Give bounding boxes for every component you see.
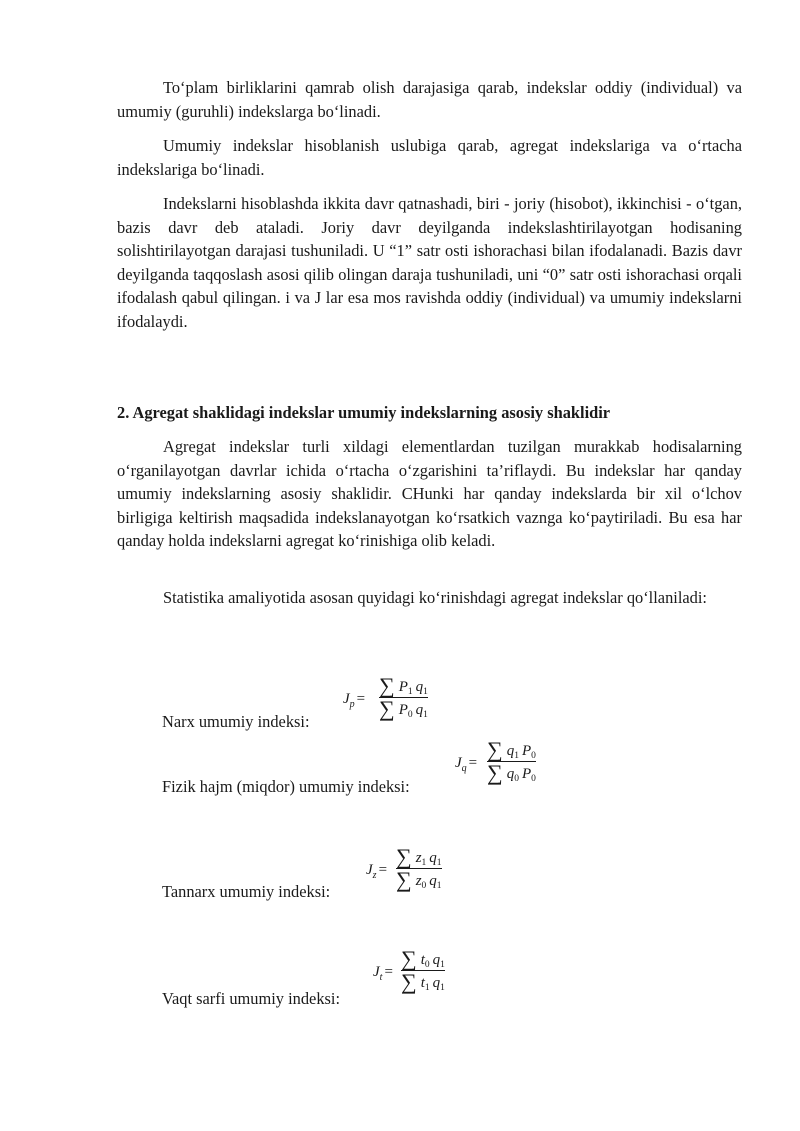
formula-denominator: ∑ $z_0$ $q_1$ — [396, 867, 442, 892]
formula-numerator: ∑ $P_1$ $q_1$ — [379, 673, 428, 698]
formula-fraction — [487, 739, 536, 784]
paragraph-aggregate-indexes: Agregat indekslar turli xildagi elementlardan tuzilgan murakkab hodisalarning o‘rganilayotgan davrlar ichida o‘rtacha o‘zgarishini ta’riflaydi. Bu indekslar har qanday umumiy indekslarning asosiy shaklidir. CHunki har qanday indekslarda bir xil o‘lchov birligiga keltirish maqsadida indekslanayotgan ko‘rsatkich vaznga ko‘paytiriladi. Bu esa har qanday holda indekslarni agregat ko‘rinishiga olib keladi. — [117, 437, 742, 551]
formula-fraction — [379, 675, 428, 720]
section-heading: 2. Agregat shaklidagi indekslar umumiy indekslarning asosiy shaklidir — [117, 403, 611, 422]
formula-lhs: $J_t$ = — [373, 964, 393, 983]
formula-fraction — [401, 948, 445, 993]
paragraph-periods: Indekslarni hisoblashda ikkita davr qatnashadi, biri - joriy (hisobot), ikkinchisi - o‘tgan, bazis davr deb ataladi. Joriy davr deyilganda indekslashtirilayotgan hodisaning solishtirilayotgan darajasi tushuniladi. U “1” satr osti ishorachasi bilan ifodalanadi. Bazis davr deyilganda taqqoslash asosi qilib olingan daraja tushuniladi, uni “0” satr osti ishorachasi orqali ifodalash qabul qilingan. i va J lar esa mos ravishda oddiy (individual) va umumiy indekslarni ifodalaydi. — [117, 194, 742, 331]
formula-lhs: $J_q$ = — [455, 755, 478, 774]
formula-numerator: ∑ $q_1$ $P_0$ — [487, 737, 536, 762]
formula-denominator: ∑ $t_1$ $q_1$ — [401, 969, 445, 994]
paragraph-index-method: Umumiy indekslar hisoblanish uslubiga qarab, agregat indekslariga va o‘rtacha indekslariga bo‘linadi. — [117, 136, 742, 179]
time-index-label: Vaqt sarfi umumiy indeksi: — [162, 989, 340, 1008]
formula-lhs: $J_p$ = — [343, 691, 366, 710]
price-index-label: Narx umumiy indeksi: — [162, 712, 310, 731]
formula-denominator: ∑ $P_0$ $q_1$ — [379, 696, 428, 721]
paragraph-index-coverage: To‘plam birliklarini qamrab olish darajasiga qarab, indekslar oddiy (individual) va umumiy (guruhli) indekslarga bo‘linadi. — [117, 78, 742, 121]
formula-numerator: ∑ $z_1$ $q_1$ — [396, 844, 442, 869]
paragraph-practice: Statistika amaliyotida asosan quyidagi ko‘rinishdagi agregat indekslar qo‘llaniladi: — [163, 588, 707, 607]
formula-lhs: $J_z$ = — [366, 862, 388, 881]
formula-numerator: ∑ $t_0$ $q_1$ — [401, 946, 445, 971]
cost-index-label: Tannarx umumiy indeksi: — [162, 882, 331, 901]
volume-index-label: Fizik hajm (miqdor) umumiy indeksi: — [162, 777, 410, 796]
formula-denominator: ∑ $q_0$ $P_0$ — [487, 760, 536, 785]
formula-fraction — [396, 846, 442, 891]
